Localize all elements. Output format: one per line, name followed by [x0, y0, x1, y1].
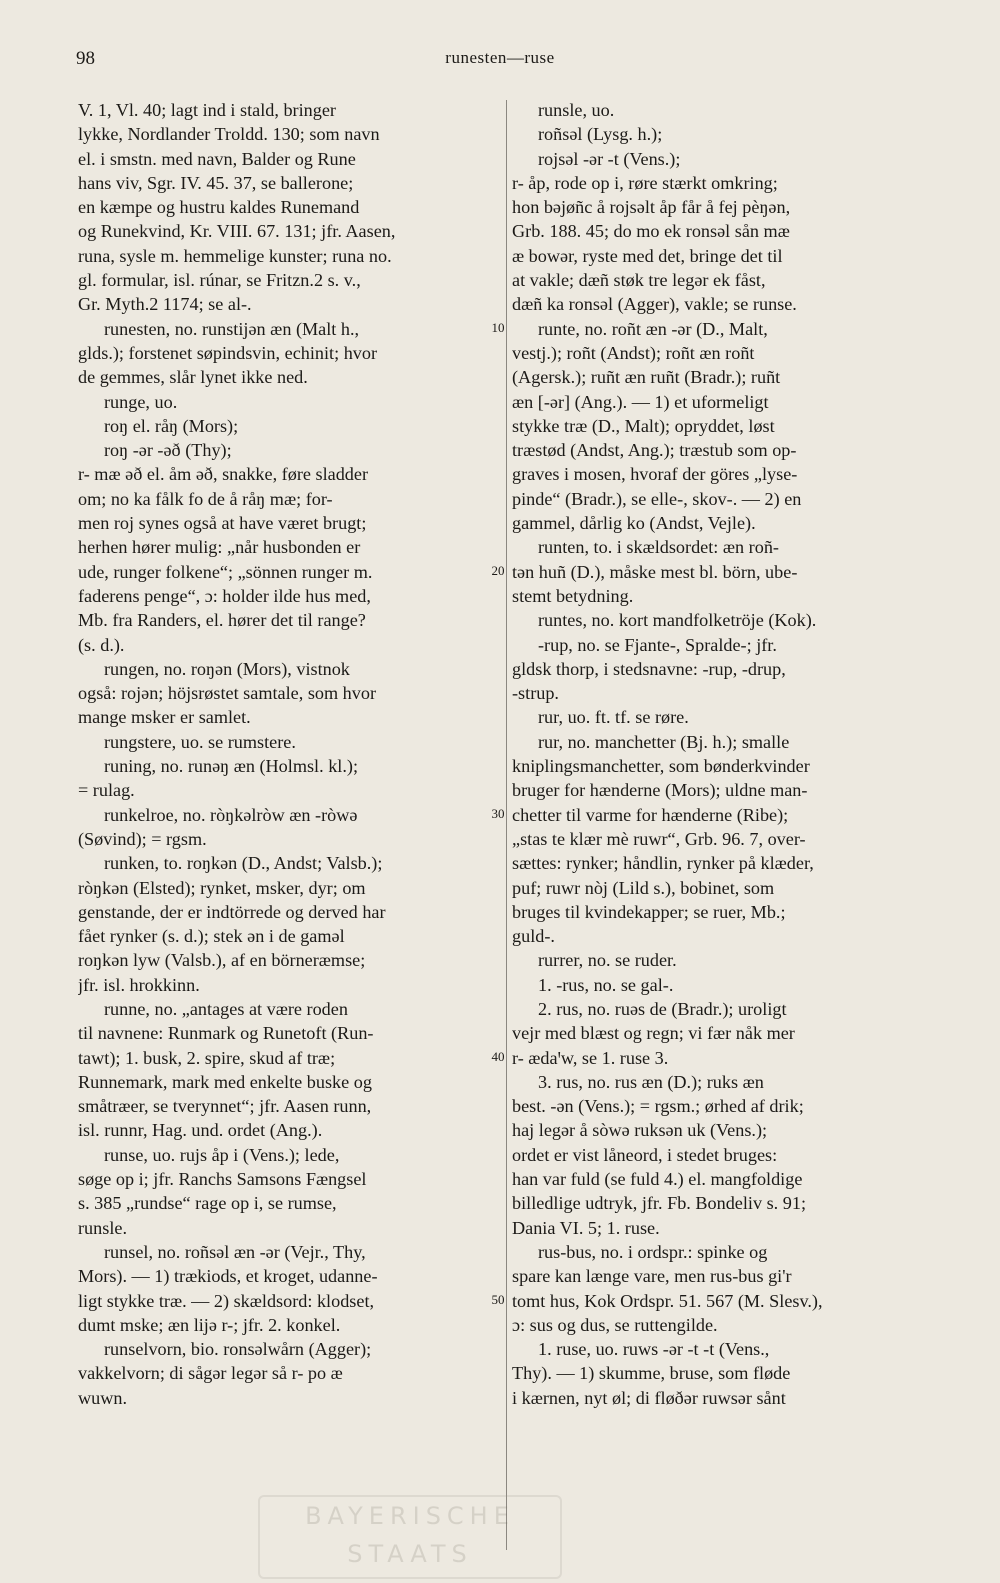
text-line: stemt betydning.	[512, 585, 634, 606]
text-line: Mors). — 1) trækiods, et kroget, udanne-	[78, 1266, 378, 1287]
text-line: glds.); forstenet søpindsvin, echinit; hvor	[78, 342, 378, 363]
text-line: -rup, no. se Fjante-, Spralde-; jfr.	[538, 634, 777, 655]
text-line: runkelroe, no. ròŋkəlròw æn -ròwə	[104, 804, 358, 825]
text-line: roŋ el. råŋ (Mors);	[104, 415, 239, 436]
text-line: runken, to. roŋkən (D., Andst; Valsb.);	[104, 853, 383, 874]
text-line: tən huñ (D.), måske mest bl. börn, ube-	[512, 561, 798, 582]
text-line: 1. ruse, uo. ruws -ər -t -t (Vens.,	[538, 1339, 770, 1360]
text-line: runge, uo.	[104, 391, 178, 412]
text-line: gammel, dårlig ko (Andst, Vejle).	[512, 513, 756, 534]
text-line: ordet er vist låneord, i stedet bruges:	[512, 1144, 778, 1165]
text-line: rurrer, no. se ruder.	[538, 950, 677, 971]
text-line: -strup.	[512, 683, 559, 704]
stamp-text: BAYERISCHE STAATS	[305, 1502, 515, 1568]
text-line: genstande, der er indtörrede og derved har	[78, 901, 386, 922]
text-line: og Runekvind, Kr. VIII. 67. 131; jfr. Aasen,	[78, 221, 396, 242]
text-line: søge op i; jfr. Ranchs Samsons Fængsel	[78, 1169, 367, 1190]
text-line: runten, to. i skældsordet: æn roñ-	[538, 537, 779, 558]
text-line: runselvorn, bio. ronsəlwårn (Agger);	[104, 1339, 372, 1360]
text-line: wuwn.	[78, 1387, 128, 1408]
text-line: dumt mske; æn lijə r-; jfr. 2. konkel.	[78, 1314, 341, 1335]
text-line: faderens penge“, ɔ: holder ilde hus med,	[78, 585, 371, 606]
text-line: runsle, uo.	[538, 100, 615, 120]
text-line: isl. runnr, Hag. und. ordet (Ang.).	[78, 1120, 323, 1141]
text-line: ude, runger folkene“; „sönnen runger m.	[78, 561, 373, 582]
text-line: r- mæ əð el. åm əð, snakke, føre sladder	[78, 464, 369, 485]
text-line: rur, no. manchetter (Bj. h.); smalle	[538, 731, 790, 752]
text-line: vestj.); roñt (Andst); roñt æn roñt	[512, 342, 755, 363]
text-line: om; no ka fålk fo de å råŋ mæ; for-	[78, 488, 333, 509]
running-title: runesten—ruse	[445, 48, 555, 67]
text-line: lykke, Nordlander Troldd. 130; som navn	[78, 124, 380, 145]
text-line: vejr med blæst og regn; vi fær nåk mer	[512, 1023, 795, 1044]
text-line: runesten, no. runstijən æn (Malt h.,	[104, 318, 360, 339]
text-line: kniplingsmanchetter, som bønderkvinder	[512, 756, 810, 777]
text-line: Runnemark, mark med enkelte buske og	[78, 1071, 372, 1092]
text-line: men roj synes også at have været brugt;	[78, 513, 367, 534]
text-line: billedlige udtryk, jfr. Fb. Bondeliv s. 91;	[512, 1193, 807, 1214]
text-line: ɔ: sus og dus, se ruttengilde.	[512, 1314, 718, 1335]
text-line: runtes, no. kort mandfolketröje (Kok).	[538, 610, 817, 631]
text-line: de gemmes, slår lynet ikke ned.	[78, 367, 308, 388]
text-line: Grb. 188. 45; do mo ek ronsəl sån mæ	[512, 221, 790, 242]
text-line: tawt); 1. busk, 2. spire, skud af træ;	[78, 1047, 336, 1068]
text-line: 3. rus, no. rus æn (D.); ruks æn	[538, 1071, 764, 1092]
text-line: runse, uo. rujs åp i (Vens.); lede,	[104, 1144, 340, 1165]
text-line: Gr. Myth.2 1174; se al-.	[78, 294, 252, 315]
text-line: puf; ruwr nòj (Lild s.), bobinet, som	[512, 877, 775, 898]
line-number: 50	[491, 1291, 505, 1307]
text-line: ligt stykke træ. — 2) skældsord: klodset,	[78, 1290, 375, 1311]
text-line: r- åp, rode op i, røre stærkt omkring;	[512, 172, 778, 193]
text-line: s. 385 „rundse“ rage op i, se rumse,	[78, 1193, 337, 1214]
text-line: Thy). — 1) skumme, bruse, som fløde	[512, 1363, 791, 1384]
text-line: best. -ən (Vens.); = rgsm.; ørhed af drik;	[512, 1096, 804, 1117]
text-line: jfr. isl. hrokkinn.	[78, 974, 200, 995]
line-number: 30	[491, 805, 505, 821]
text-line: rungen, no. roŋən (Mors), vistnok	[104, 658, 350, 679]
left-column	[78, 98, 498, 1410]
line-number: 20	[491, 562, 505, 578]
text-line: Mb. fra Randers, el. hører det til range?	[78, 610, 366, 631]
text-line: 1. -rus, no. se gal-.	[538, 974, 674, 995]
text-line: (Søvind); = rgsm.	[78, 828, 207, 849]
text-line: Dania VI. 5; 1. ruse.	[512, 1217, 660, 1238]
text-line: roñsəl (Lysg. h.);	[538, 124, 663, 145]
text-line: han var fuld (se fuld 4.) el. mangfoldige	[512, 1169, 803, 1190]
text-line: træstød (Andst, Ang.); træstub som op-	[512, 440, 797, 461]
page-number: 98	[76, 48, 95, 69]
text-line: runa, sysle m. hemmelige kunster; runa no.	[78, 245, 392, 266]
text-line: (Agersk.); ruñt æn ruñt (Bradr.); ruñt	[512, 367, 781, 388]
text-line: runsle.	[78, 1217, 127, 1238]
text-line: runte, no. roñt æn -ər (D., Malt,	[538, 318, 768, 339]
text-line: bruger for hænderne (Mors); uldne man-	[512, 780, 808, 801]
text-line: rus-bus, no. i ordspr.: spinke og	[538, 1241, 768, 1262]
text-line: mange msker er samlet.	[78, 707, 251, 728]
text-line: guld-.	[512, 926, 555, 947]
text-line: æn [-ər] (Ang.). — 1) et uformeligt	[512, 391, 769, 412]
text-line: runne, no. „antages at være roden	[104, 998, 348, 1019]
text-line: stykke træ (D., Malt); opryddet, løst	[512, 415, 775, 436]
column-divider	[506, 100, 507, 1550]
text-line: hans viv, Sgr. IV. 45. 37, se ballerone;	[78, 172, 354, 193]
text-line: pinde“ (Bradr.), se elle-, skov-. — 2) en	[512, 488, 802, 509]
right-column	[512, 98, 938, 1410]
text-line: el. i smstn. med navn, Balder og Rune	[78, 148, 356, 169]
text-line: haj legər å sòwə ruksən uk (Vens.);	[512, 1120, 768, 1141]
text-line: hon bəjøñc å rojsəlt åp får å fej pèŋən,	[512, 197, 791, 218]
text-line: 2. rus, no. ruəs de (Bradr.); uroligt	[538, 998, 787, 1019]
text-line: (s. d.).	[78, 634, 125, 655]
text-line: tomt hus, Kok Ordspr. 51. 567 (M. Slesv.),	[512, 1290, 823, 1311]
text-line: roŋkən lyw (Valsb.), af en börneræmse;	[78, 950, 366, 971]
text-line: en kæmpe og hustru kaldes Runemand	[78, 197, 360, 218]
text-line: til navnene: Runmark og Runetoft (Run-	[78, 1023, 374, 1044]
text-line: dæñ ka ronsəl (Agger), vakle; se runse.	[512, 294, 797, 315]
text-line: spare kan længe vare, men rus-bus gi'r	[512, 1266, 792, 1287]
text-line: = rulag.	[78, 780, 135, 801]
text-line: vakkelvorn; di sågər legər så r- po æ	[78, 1363, 343, 1384]
text-line: runing, no. runəŋ æn (Holmsl. kl.);	[104, 756, 359, 777]
text-line: chetter til varme for hænderne (Ribe);	[512, 804, 789, 825]
text-line: gl. formular, isl. rúnar, se Fritzn.2 s. v.,	[78, 270, 361, 291]
text-line: runsel, no. roñsəl æn -ər (Vejr., Thy,	[104, 1241, 366, 1262]
text-line: at vakle; dæñ støk tre legər ek fåst,	[512, 270, 766, 291]
line-number: 10	[491, 319, 505, 335]
text-line: gldsk thorp, i stedsnavne: -rup, -drup,	[512, 658, 786, 679]
text-line: V. 1, Vl. 40; lagt ind i stald, bringer	[78, 100, 336, 120]
text-line: sættes: rynker; håndlin, rynker på klæder,	[512, 853, 814, 874]
line-number: 40	[491, 1048, 505, 1064]
library-stamp	[258, 1495, 562, 1579]
text-line: også: rojən; höjsrøstet samtale, som hvor	[78, 683, 377, 704]
text-line: rur, uo. ft. tf. se røre.	[538, 707, 689, 728]
text-line: æ bowər, ryste med det, bringe det til	[512, 245, 783, 266]
text-line: „stas te klær mè ruwr“, Grb. 96. 7, over-	[512, 828, 806, 849]
text-line: rungstere, uo. se rumstere.	[104, 731, 296, 752]
text-line: rojsəl -ər -t (Vens.);	[538, 148, 681, 169]
text-line: fået rynker (s. d.); stek ən i de gaməl	[78, 926, 345, 947]
text-line: bruges til kvindekapper; se ruer, Mb.;	[512, 901, 786, 922]
text-line: i kærnen, nyt øl; di fløðər ruwsər sånt	[512, 1387, 786, 1408]
text-line: graves i mosen, hvoraf der göres „lyse-	[512, 464, 798, 485]
text-line: småtræer, se tverynnet“; jfr. Aasen runn,	[78, 1096, 372, 1117]
text-line: roŋ -ər -əð (Thy);	[104, 440, 232, 461]
text-line: herhen hører mulig: „når husbonden er	[78, 537, 361, 558]
text-line: r- ædaꞌw, se 1. ruse 3.	[512, 1047, 669, 1068]
text-line: ròŋkən (Elsted); rynket, msker, dyr; om	[78, 877, 366, 898]
